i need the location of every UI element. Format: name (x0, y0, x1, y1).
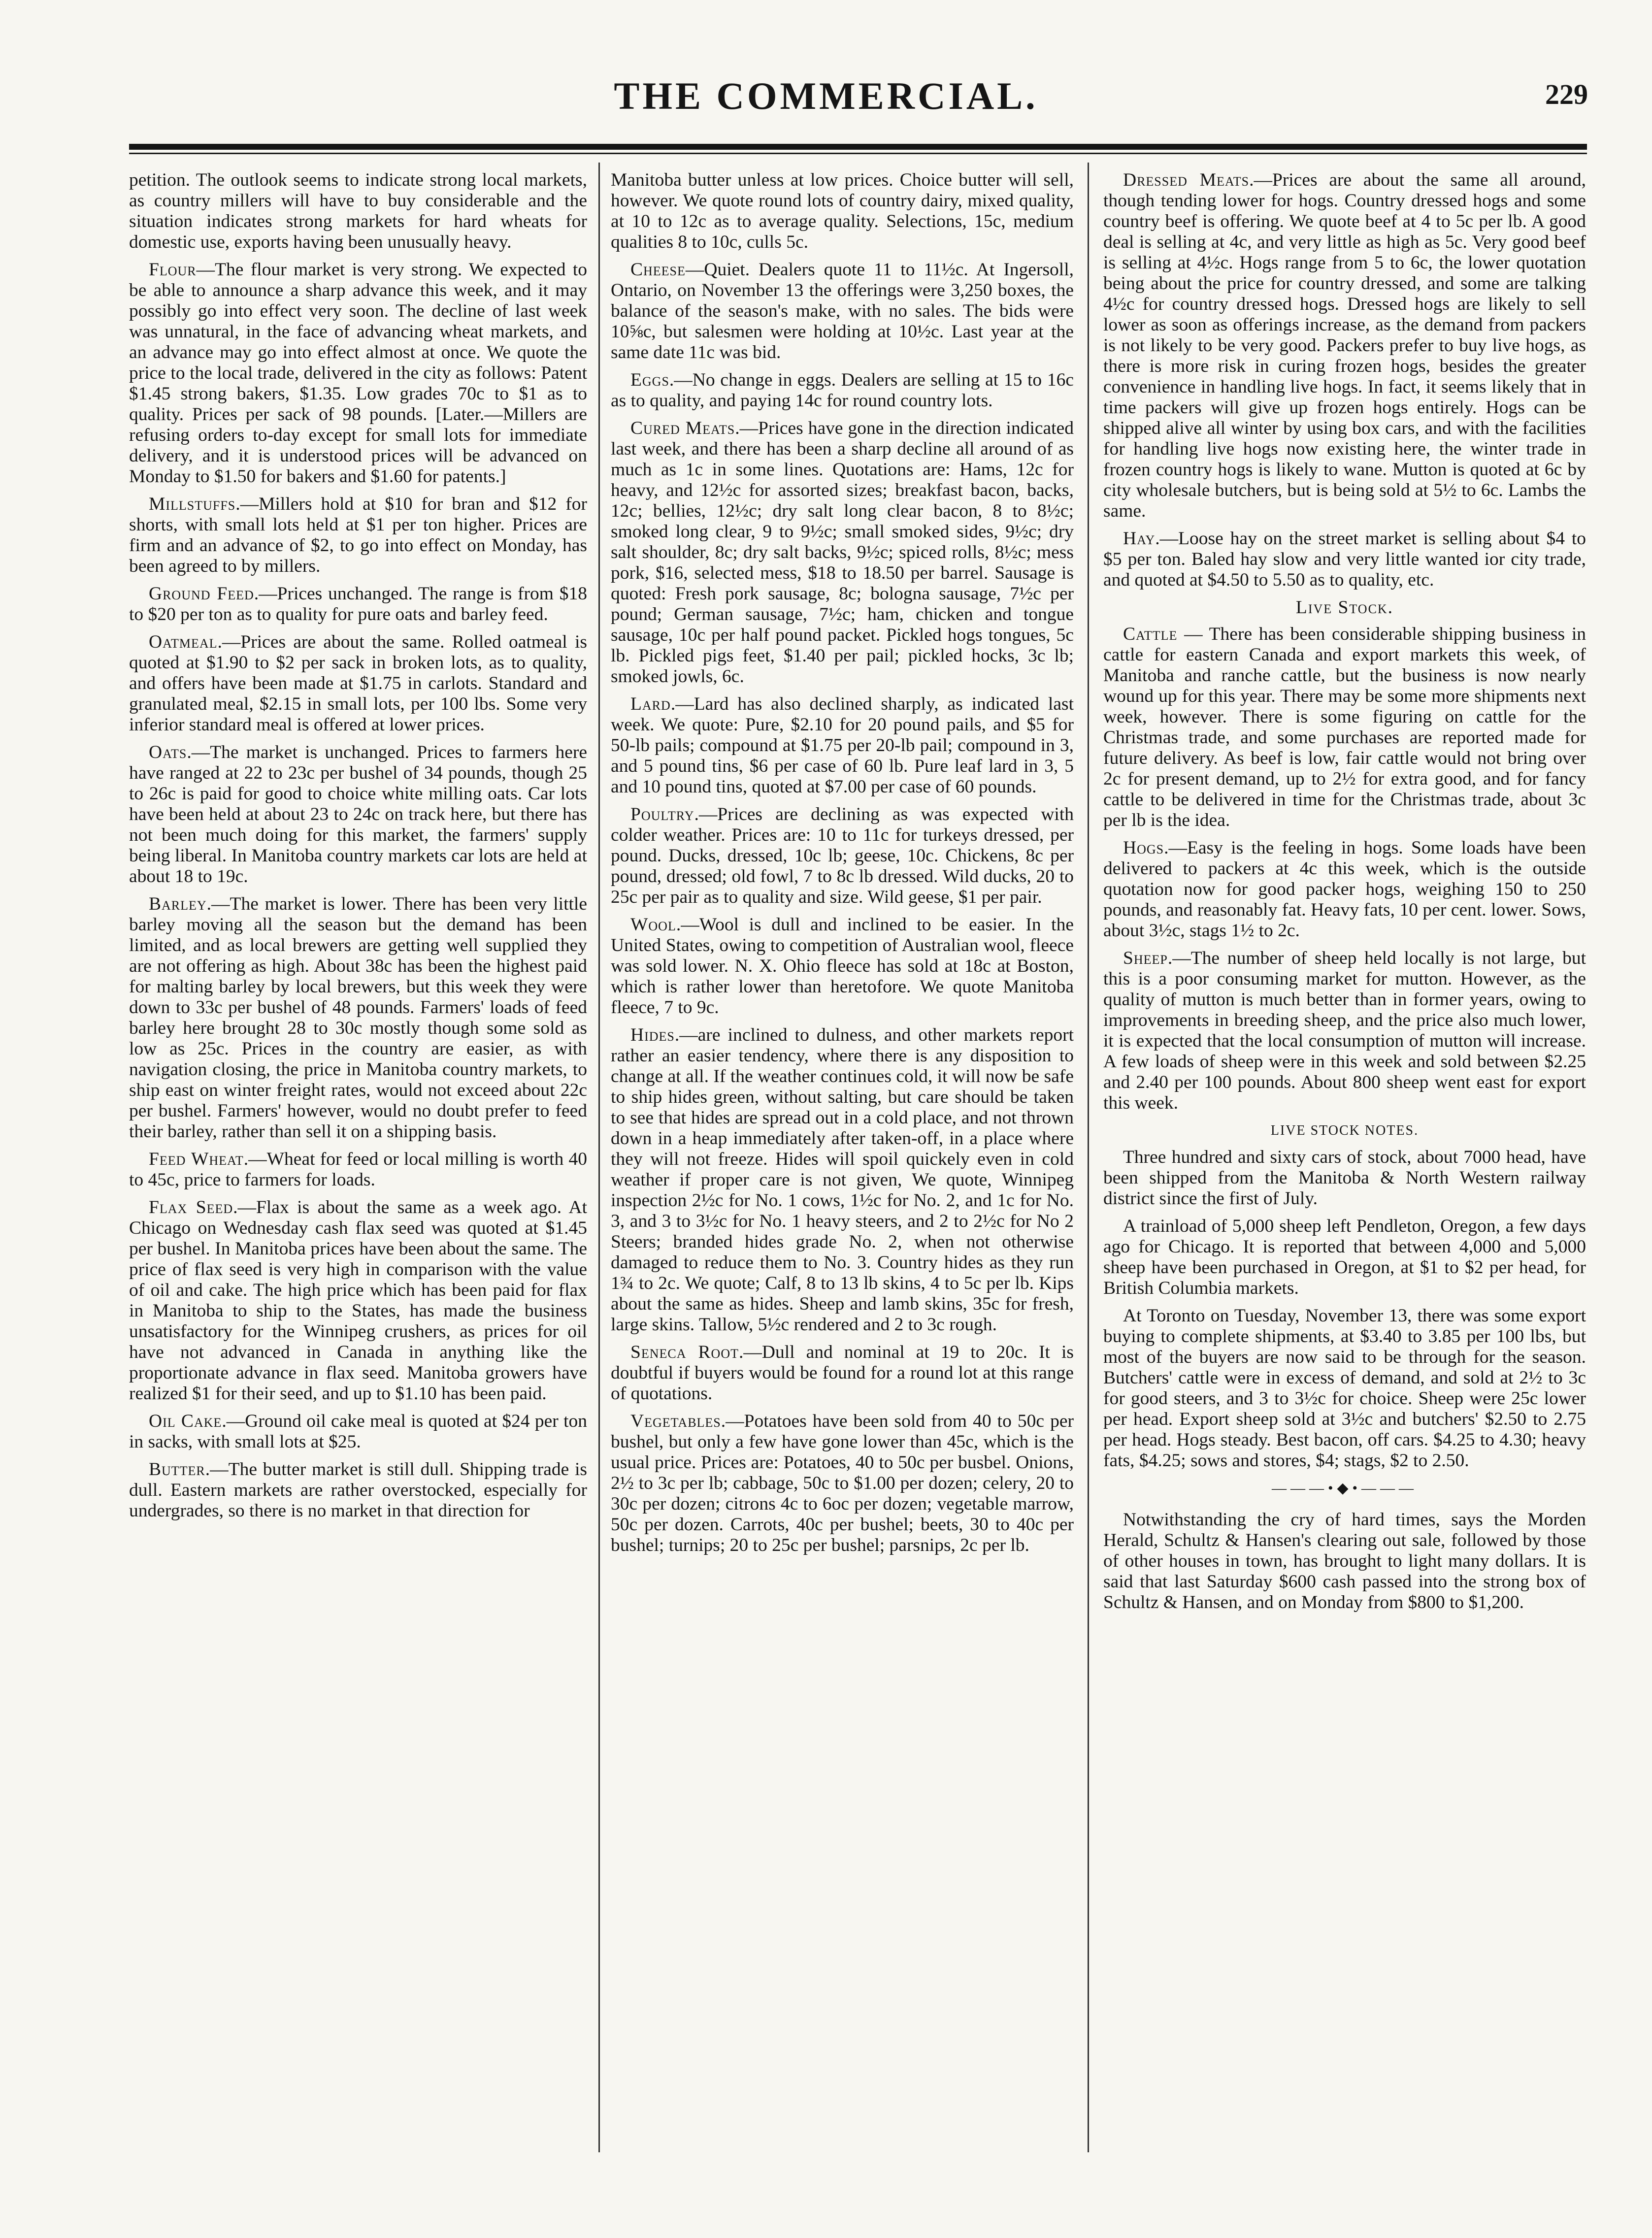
paragraph-text: Notwithstanding the cry of hard times, says the Morden Herald, Schultz & Hansen's clearing out sale, followed by those of other houses in town, has brought to light many dollars. It is said that last Saturday $600 cash passed into the strong box of Schultz & Hansen, and on Monday from $800 to $1,200. (1103, 1510, 1586, 1613)
masthead-rule (129, 144, 1587, 150)
article-paragraph (129, 1149, 587, 1190)
paragraph-text: .—Prices have gone in the direction indicated last week, and there has been a sharp decline all around of as much as 1c in some lines. Quotations are: Hams, 12c for heavy, and 12½c for assorted sizes; breakfast bacon, backs, 12c; bellies, 12½c; dry salt long clear bacon, 8 to 8½c; smoked long clear, 9 to 9½c; small smoked sides, 9½c; dry salt shoulder, 8c; dry salt backs, 9½c; spiced rolls, 8½c; mess pork, $16, selected mess, $18 to 18.50 per barrel. Sausage is quoted: Fresh pork sausage, 8c; bologna sausage, 7½c per pound; German sausage, 7½c; ham, chicken and tongue sausage, 10c per half pound packet. Pickled hogs tongues, 5c lb. Pickled pigs feet, $1.40 per pail; pickled hocks, 3c lb; smoked jowls, 6c. (611, 418, 1074, 687)
paragraph-lead: Flour (149, 260, 197, 280)
article-paragraph (611, 260, 1074, 363)
paragraph-text: —The flour market is very strong. We expected to be able to announce a sharp advance this week, and it may possibly go into effect very soon. The decline of last week was unnatural, in the face of advancing wheat markets, and an advance may go into effect almost at once. We quote the price to the local trade, delivered in the city as follows: Patent $1.45 strong bakers, $1.35. Low grades 70c to $1 as to quality. Prices per sack of 98 pounds. [Later.—Millers are refusing orders to-day except for small lots for immediate delivery, and it is understood prices will be advanced on Monday to $1.50 for bakers and $1.60 for patents.] (129, 260, 587, 487)
article-paragraph (611, 1411, 1074, 1556)
ornamental-divider: ———•◆•——— (1271, 1480, 1418, 1496)
article-paragraph (611, 370, 1074, 411)
paragraph-text: .—Lard has also declined sharply, as indicated last week. We quote: Pure, $2.10 for 20 pound pails, and $5 for 50-lb pails; compound at $1.75 per 20-lb pail; compound in 3, and 5 pound tins, $6 per case of 60 lb. Pure leaf lard in 3, 5 and 10 pound tins, quoted at $7.00 per case of 60 pounds. (611, 694, 1074, 797)
paragraph-lead: Eggs (630, 370, 669, 390)
paragraph-text: .—Flax is about the same as a week ago. At Chicago on Wednesday cash flax seed was quoted at $1.45 per bushel. In Manitoba prices have been about the same. The price of flax seed is very high in comparison with the value of oil and cake. The high price which has been paid for flax in Manitoba to ship to the States, has made the business unsatisfactory for the Winnipeg crushers, as prices for oil have not advanced in Canada in anything like the proportionate advance in flax seed. Manitoba growers have realized $1 for their seed, and up to $1.10 has been paid. (129, 1197, 587, 1404)
column-2 (611, 170, 1074, 2179)
paragraph-text: .—No change in eggs. Dealers are selling at 15 to 16c as to quality, and paying 14c for round country lots. (611, 370, 1074, 411)
paragraph-lead: Hay (1123, 528, 1156, 549)
paragraph-text: .—Prices unchanged. The range is from $18 to $20 per ton as to quality for pure oats and barley feed. (129, 584, 587, 625)
paragraph-lead: Butter (149, 1459, 205, 1480)
paragraph-lead: Cured Meats (630, 418, 735, 438)
paragraph-text: .—are inclined to dulness, and other markets report rather an easier tendency, where there is any disposition to change at all. If the weather continues cold, it will now be safe to ship hides green, without salting, but care should be taken to see that hides are spread out in a cold place, and not thrown down in a heap immediately after taken-off, in a place where they will not freeze. Hides will spoil quickely even in cold weather if proper care is not given, We quote, Winnipeg inspection 2½c for No. 1 cows, 1½c for No. 2, and 1c for No. 3, and 3 to 3½c for No. 1 heavy steers, and 2 to 2½c for No 2 Steers; branded hides grade No. 2, when not otherwise damaged to reduce them to No. 3. Country hides as they run 1¾ to 2c. We quote; Calf, 8 to 13 lb skins, 4 to 5c per lb. Kips about the same as hides. Sheep and lamb skins, 35c for fresh, large skins. Tallow, 5½c rendered and 2 to 3c rough. (611, 1025, 1074, 1335)
paragraph-lead: Vegetables (630, 1411, 721, 1431)
column-1 (129, 170, 587, 2179)
paragraph-lead: Seneca Root (630, 1342, 739, 1362)
paragraph-text: .—Prices are about the same all around, though tending lower for hogs. Country dressed hogs and some country beef is offering. We quote beef at 4 to 5c per lb. A good deal is selling at 4c, and very little as high as 5c. Very good beef is selling at 4½c. Hogs range from 5 to 6c, the lower quotation being about the price for country dressed, and some are talking 4½c for country dressed hogs. Dressed hogs are likely to sell lower as soon as offerings increase, as the demand from packers is not likely to be very good. Packers prefer to buy live hogs, as there is more risk in curing frozen hogs, besides the greater convenience in handling live hogs. In fact, it seems likely that in time packers will give up frozen hogs entirely. Hogs can be shipped alive all winter by using box cars, and with the facilities for handling live hogs now existing here, the winter trade in frozen country hogs is likely to wane. Mutton is quoted at 6c by city wholesale butchers, but is being sold at 5½ to 6c. Lambs the same. (1103, 170, 1586, 521)
article-paragraph (611, 804, 1074, 908)
article-paragraph (611, 1342, 1074, 1404)
article-paragraph (1103, 528, 1586, 591)
paragraph-lead: Poultry (630, 804, 694, 824)
paragraph-lead: Cattle (1123, 624, 1178, 644)
paragraph-lead: Millstuffs (149, 494, 236, 514)
article-paragraph (129, 584, 587, 625)
paragraph-lead: Flax Seed (149, 1197, 233, 1218)
section-heading: Live Stock. (1295, 597, 1394, 618)
masthead (0, 74, 1652, 128)
paragraph-text: .—Loose hay on the street market is selling about $4 to $5 per ton. Baled hay slow and very little wanted ior city trade, and quoted at $4.50 to 5.50 as to quality, etc. (1103, 528, 1586, 590)
paragraph-lead: Hides (630, 1025, 675, 1045)
paragraph-lead: Feed Wheat (149, 1149, 244, 1169)
article-paragraph (611, 1025, 1074, 1335)
article-paragraph (129, 1411, 587, 1452)
paragraph-text: .—Wool is dull and inclined to be easier. In the United States, owing to competition of Australian wool, fleece was sold lower. N. X. Ohio fleece has sold at 18c at Boston, which is rather lower than heretofore. We quote Manitoba fleece, 7 to 9c. (611, 915, 1074, 1018)
article-paragraph (1103, 1216, 1586, 1299)
article-paragraph (1103, 948, 1586, 1114)
paragraph-text: petition. The outlook seems to indicate strong local markets, as country millers will have to buy considerable and the situation indicates strong markets for hard wheats for domestic use, exports having been unusually heavy. (129, 170, 587, 252)
paragraph-text: Manitoba butter unless at low prices. Choice butter will sell, however. We quote round lots of country dairy, mixed quality, at 10 to 12c as to average quality. Selections, 15c, medium qualities 8 to 10c, culls 5c. (611, 170, 1074, 252)
article-paragraph (129, 894, 587, 1142)
article-paragraph (611, 694, 1074, 797)
paragraph-text: .—Easy is the feeling in hogs. Some loads have been delivered to packers at 4c this week, which is the outside quotation now for good packer hogs, weighing 150 to 250 pounds, and reasonably fat. Heavy fats, 10 per cent. lower. Sows, about 3½c, stags 1½ to 2c. (1103, 838, 1586, 941)
column-divider (598, 163, 600, 2152)
column-3 (1103, 170, 1586, 2179)
article-paragraph (129, 632, 587, 735)
article-paragraph (129, 1459, 587, 1521)
paragraph-text: — There has been considerable shipping business in cattle for eastern Canada and export markets this week, of Manitoba and ranche cattle, but the business is now nearly wound up for this year. There may be some more shipments next week, however. There is some figuring on cattle for the Christmas trade, and some purchases are reported made for future delivery. As beef is low, fair cattle would not bring over 2c for present demand, up to 2½ for extra good, and for fancy cattle to be delivered in time for the Christmas trade, about 3c per lb is the idea. (1103, 624, 1586, 830)
paragraph-lead: Oatmeal (149, 632, 218, 652)
paragraph-lead: Barley (149, 894, 207, 914)
paragraph-text: .—Dull and nominal at 19 to 20c. It is doubtful if buyers would be found for a round lot at this range of quotations. (611, 1342, 1074, 1404)
article-paragraph (129, 260, 587, 487)
paragraph-text: .—The market is lower. There has been very little barley moving all the season but the demand has been limited, and as local brewers are getting well supplied they are not offering as high. About 38c has been the highest paid for malting barley by local brewers, but this week they were down to 33c per bushel of 48 pounds. Farmers' loads of feed barley here brought 28 to 30c mostly though some sold as low as 25c. Prices in the country are easier, as with navigation closing, the price in Manitoba country markets, to ship east on winter freight rates, would not exceed about 22c per bushel. Farmers' however, would no doubt prefer to feed their barley, rather than sell it on a shipping basis. (129, 894, 587, 1142)
article-paragraph (611, 170, 1074, 253)
paragraph-text: .—Ground oil cake meal is quoted at $24 per ton in sacks, with small lots at $25. (129, 1411, 587, 1452)
paragraph-text: .—Millers hold at $10 for bran and $12 for shorts, with small lots held at $1 per ton higher. Prices are firm and an advance of $2, to go into effect on Monday, has been agreed to by millers. (129, 494, 587, 576)
article-paragraph (1103, 1147, 1586, 1209)
paragraph-text: .—The number of sheep held locally is not large, but this is a poor consuming market for mutton. However, as the quality of mutton is much better than in former years, owing to improvements in breeding sheep, and the price also much lower, it is expected that the local consumption of mutton will increase. A few loads of sheep were in this week and sold between $2.25 and 2.40 per 100 pounds. About 800 sheep went east for export this week. (1103, 948, 1586, 1113)
paragraph-text: —Quiet. Dealers quote 11 to 11½c. At Ingersoll, Ontario, on November 13 the offerings were 3,250 boxes, the balance of the season's make, with no sales. The bids were 10⅝c, but salesmen were holding at 10½c. Last year at the same date 11c was bid. (611, 260, 1074, 362)
paragraph-lead: Cheese (630, 260, 686, 280)
publication-title: THE COMMERCIAL. (614, 74, 1038, 117)
paragraph-lead: Wool (630, 915, 676, 935)
paragraph-lead: Dressed Meats (1123, 170, 1250, 190)
paragraph-text: .—Prices are declining as was expected with colder weather. Prices are: 10 to 11c for turkeys dressed, per pound. Ducks, dressed, 10c lb; geese, 10c. Chickens, 8c per pound, dressed; old fowl, 7 to 8c lb dressed. Wild ducks, 20 to 25c per pair as to quality and size. Wild geese, $1 per pair. (611, 804, 1074, 907)
paragraph-text: .—Wheat for feed or local milling is worth 40 to 45c, price to farmers for loads. (129, 1149, 587, 1190)
article-paragraph (1103, 1510, 1586, 1613)
article-paragraph (1103, 838, 1586, 941)
article-paragraph (1103, 170, 1586, 522)
column-divider (1088, 163, 1089, 2152)
paragraph-lead: Ground Feed (149, 584, 254, 604)
paragraph-text: A trainload of 5,000 sheep left Pendleton, Oregon, a few days ago for Chicago. It is reported that between 4,000 and 5,000 sheep have been purchased in Oregon, at $1 to $2 per head, for British Columbia markets. (1103, 1216, 1586, 1298)
article-paragraph (1103, 1306, 1586, 1471)
paragraph-text: .—Prices are about the same. Rolled oatmeal is quoted at $1.90 to $2 per sack in broken lots, as to quality, and offers have been made at $1.75 in carlots. Standard and granulated meal, $2.15 in small lots, per 100 lbs. Some very inferior standard meal is offered at lower prices. (129, 632, 587, 735)
paragraph-text: At Toronto on Tuesday, November 13, there was some export buying to complete shipments, at $3.40 to 3.85 per 100 lbs, but most of the buyers are now said to be through for the season. Butchers' cattle were in excess of demand, and sold at 2½ to 3c for good steers, and 3 to 3½c for choice. Sheep were 25c lower per head. Export sheep sold at 3½c and butchers' $2.50 to 2.75 per head. Hogs steady. Best bacon, off cars. $4.25 to 4.30; heavy fats, $4.25; sows and stores, $4; stags, $2 to 2.50. (1103, 1306, 1586, 1471)
paragraph-lead: Hogs (1123, 838, 1164, 858)
paragraph-lead: Oil Cake (149, 1411, 222, 1431)
paragraph-text: .—The butter market is still dull. Shipping trade is dull. Eastern markets are rather overstocked, especially for undergrades, so there is no market in that direction for (129, 1459, 587, 1521)
paragraph-lead: Lard (630, 694, 671, 714)
article-paragraph (611, 915, 1074, 1018)
subsection-heading: LIVE STOCK NOTES. (1270, 1123, 1419, 1138)
paragraph-text: .—Potatoes have been sold from 40 to 50c per bushel, but only a few have gone lower than 45c, which is the usual price. Prices are: Potatoes, 40 to 50c per busbel. Onions, 2½ to 3c per lb; cabbage, 50c to $1.00 per dozen; celery, 20 to 30c per dozen; citrons 4c to 6oc per dozen; vegetable marrow, 50c per dozen. Carrots, 40c per bushel; beets, 30 to 40c per bushel; turnips; 20 to 25c per bushel; parsnips, 2c per lb. (611, 1411, 1074, 1555)
article-paragraph (129, 1197, 587, 1404)
paragraph-text: .—The market is unchanged. Prices to farmers here have ranged at 22 to 23c per bushel of 34 pounds, though 25 to 26c is paid for good to choice white milling oats. Car lots have been held at about 23 to 24c on track here, but there has not been much doing for this market, the farmers' supply being liberal. In Manitoba country markets car lots are held at about 18 to 19c. (129, 742, 587, 887)
paragraph-lead: Oats (149, 742, 187, 762)
paragraph-lead: Sheep (1123, 948, 1168, 968)
masthead-rule-thin (129, 153, 1587, 154)
article-paragraph (1103, 624, 1586, 831)
article-paragraph (611, 418, 1074, 687)
article-paragraph (129, 494, 587, 577)
article-paragraph (129, 742, 587, 887)
paragraph-text: Three hundred and sixty cars of stock, about 7000 head, have been shipped from the Manitoba & North Western railway district since the first of July. (1103, 1147, 1586, 1209)
article-paragraph (129, 170, 587, 253)
page-number: 229 (1545, 78, 1588, 110)
